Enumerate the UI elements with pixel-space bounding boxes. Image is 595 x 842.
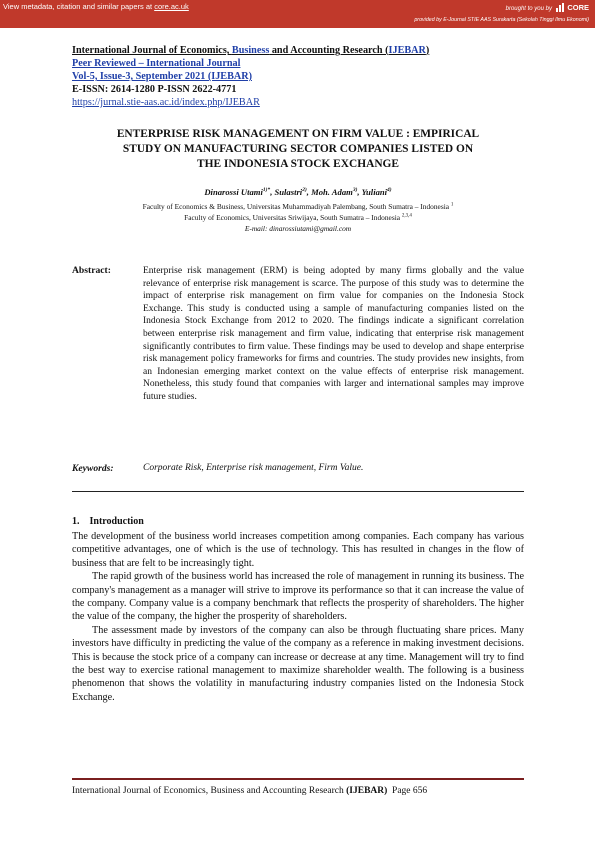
core-brand-name: CORE	[567, 3, 589, 12]
body-paragraph: The assessment made by investors of the company can also be through fluctuating share prices. Many investors have difficulty in predicting the value of the company as a reference in making investment decisions. This is because the stock price of a company can increase or decrease at any time. Management will try to find the best way to exercise rational management to maximize shareholder wealth. The following is a business phenomenon that shows the volatility in manufacturing industry companies listed on the Indonesia Stock Exchange.	[72, 624, 524, 703]
page-number: Page 656	[392, 786, 428, 796]
core-brand[interactable]	[506, 3, 589, 12]
affiliation-1: Faculty of Economics & Business, Universitas Muhammadiyah Palembang, South Sumatra – Indonesia $^1$	[142, 202, 454, 211]
core-logo-icon	[556, 3, 564, 12]
footer-journal-name: International Journal of Economics, Business and Accounting Research	[72, 786, 347, 796]
core-banner	[0, 0, 595, 28]
peer-reviewed-line: Peer Reviewed – International Journal	[72, 58, 241, 69]
journal-url-link[interactable]: https://jurnal.stie-aas.ac.id/index.php/IJEBAR	[72, 97, 260, 108]
author-sup: 2)	[302, 187, 307, 194]
body-paragraph: The rapid growth of the business world has increased the role of management in running its business. The company's management as a manager will strive to improve its performance so that it can increase the value of the company. Company value is a company benchmark that reflects the prosperity of shareholders. The higher the value of the company, the higher the prosperity of shareholders.	[72, 571, 524, 623]
introduction-heading: 1. Introduction	[72, 516, 144, 527]
page-footer	[72, 786, 524, 796]
volume-issue-line: Vol-5, Issue-3, September 2021 (IJEBAR)	[72, 71, 252, 82]
author-name: Yuliani	[361, 187, 388, 197]
keywords-label: Keywords:	[72, 463, 114, 474]
author-list: Dinarossi Utami$^{1)*}$, Sulastri$^{2)}$, Moh. Adam$^{3)}$, Yuliani$^{4)}$	[204, 187, 392, 197]
journal-name-business: Business	[231, 45, 270, 56]
author-name: Sulastri	[274, 187, 303, 197]
brought-by-text: brought to you by	[505, 6, 552, 12]
affiliation-2: Faculty of Economics, Universitas Sriwijaya, South Sumatra – Indonesia $^{2,3,4}$	[184, 213, 412, 222]
keywords-text: Corporate Risk, Enterprise risk management, Firm Value.	[143, 463, 364, 473]
author-name: Moh. Adam	[311, 187, 353, 197]
author-name: Dinarossi Utami	[204, 187, 263, 197]
journal-name: International Journal of Economics, Business and Accounting Research (IJEBAR)	[72, 45, 430, 56]
abstract-label: Abstract:	[72, 265, 111, 276]
author-sup: 3)	[352, 187, 358, 194]
provided-by-text: provided by E-Journal STIE AAS Surakarta (Sekolah Tinggi Ilmu Ekonomi)	[414, 17, 589, 23]
body-paragraph: The development of the business world increases competition among companies. Each company has various competitive advantages, one of which is the use of technology. This has resulted in changes in the flow of business that are felt to be increasingly tight.	[72, 531, 524, 569]
journal-acronym: IJEBAR	[388, 45, 426, 56]
footer-acronym: (IJEBAR)	[346, 786, 388, 796]
journal-header	[72, 44, 429, 109]
paper-title	[72, 127, 524, 172]
section-divider	[72, 491, 524, 492]
title-line: STUDY ON MANUFACTURING SECTOR COMPANIES LISTED ON	[122, 143, 474, 155]
introduction-body	[72, 530, 524, 704]
issn-line: E-ISSN: 2614-1280 P-ISSN 2622-4771	[72, 84, 237, 95]
abstract-text: Enterprise risk management (ERM) is being adopted by many firms globally and the value relevance of enterprise risk management is scarce. The purpose of this study was to determine the impact of enterprise risk management on firm value for companies on the Indonesia Stock Exchange. This study is conducted using a sample of manufacturing companies listed on the Indonesia Stock Exchange from 2012 to 2020. The findings indicate a significant correlation between enterprise risk management and firm value, indicating that enterprise risk management significantly contributes to firm value. These findings may be used to develop and shape enterprise risk management policy frameworks for firms and countries. The study provides new insights, from an Indonesian emerging market context on the value effects of enterprise risk management. Nonetheless, this study found that companies with larger and international samples may improve future studies.	[143, 266, 524, 402]
author-sup: 1)*	[262, 187, 271, 194]
author-sup: 4)	[387, 187, 392, 194]
core-link[interactable]: core.ac.uk	[154, 2, 189, 11]
footer-rule	[72, 778, 524, 780]
core-metadata-text: View metadata, citation and similar papers at	[3, 2, 153, 11]
title-line: THE INDONESIA STOCK EXCHANGE	[196, 158, 400, 170]
core-metadata-notice	[3, 2, 189, 11]
title-line: ENTERPRISE RISK MANAGEMENT ON FIRM VALUE : EMPIRICAL	[116, 128, 480, 140]
author-email[interactable]: E-mail: dinarossiutami@gmail.com	[244, 224, 352, 233]
